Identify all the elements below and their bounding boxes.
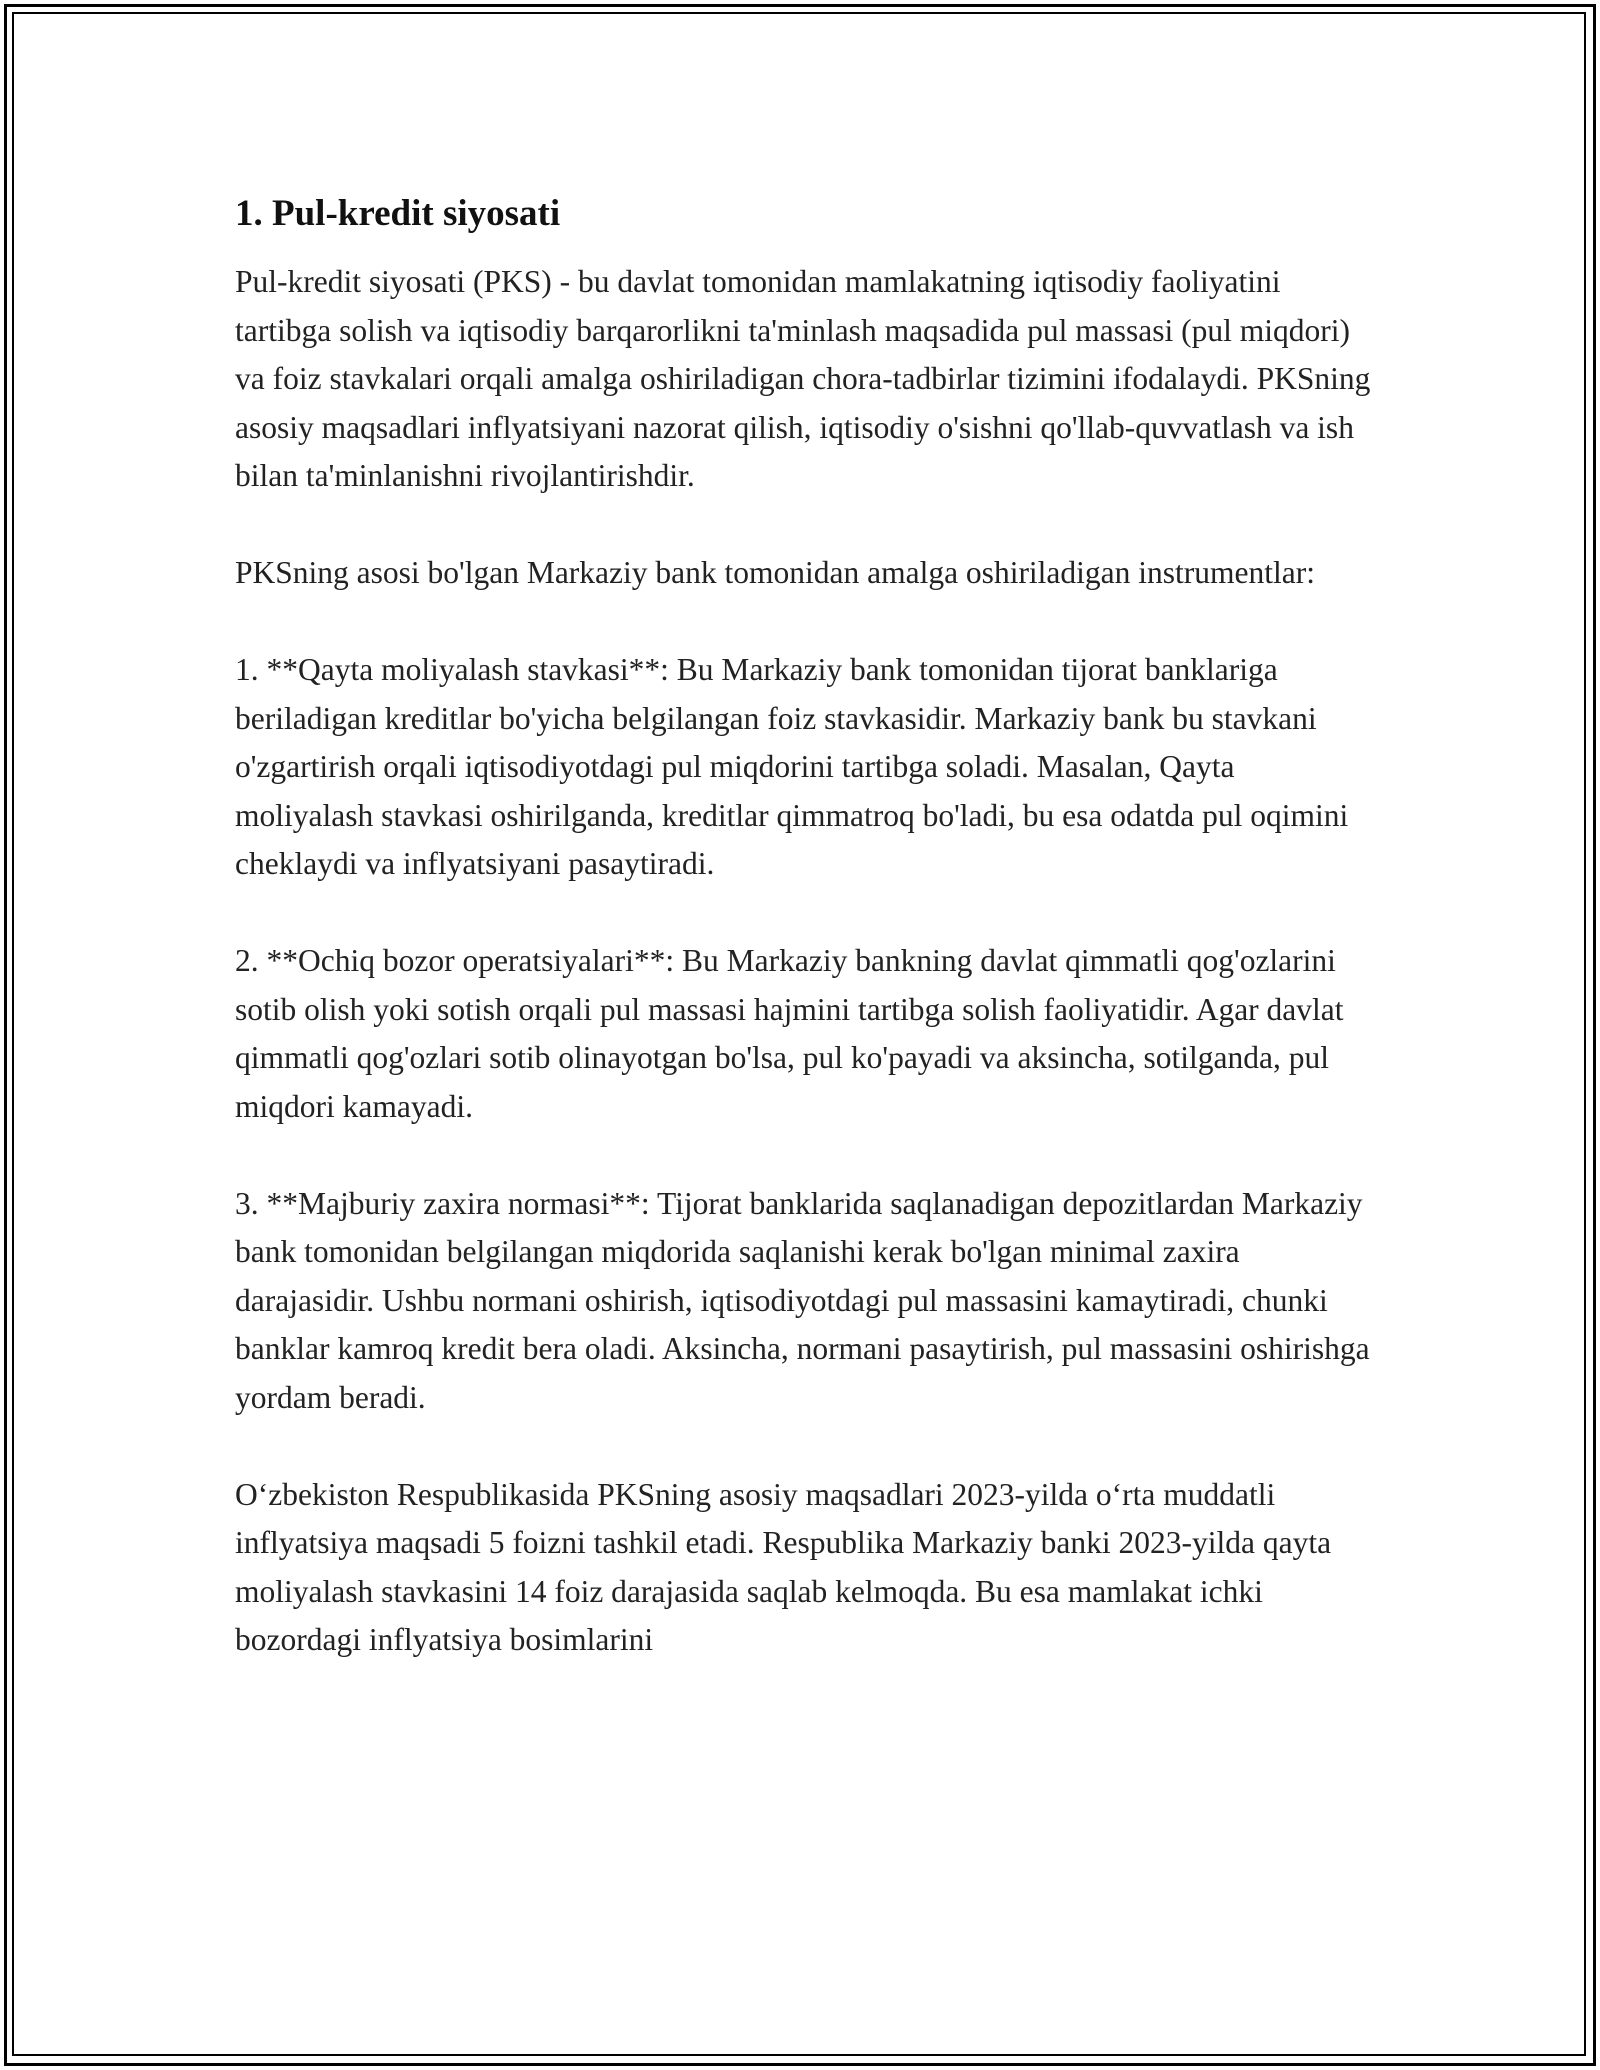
paragraph-instruments-intro: PKSning asosi bo'lgan Markaziy bank tomonidan amalga oshiriladigan instrumentlar:	[235, 555, 1315, 590]
section-heading: 1. Pul-kredit siyosati	[235, 193, 561, 234]
document-body	[235, 188, 1375, 1665]
paragraph-reserve-requirement: 3. **Majburiy zaxira normasi**: Tijorat banklarida saqlanadigan depozitlardan Markaziy bank tomonidan belgilangan miqdorida saqlanishi kerak bo'lgan minimal zaxira darajasidir. Ushbu normani oshirish, iqtisodiyotdagi pul massasini kamaytiradi, chunki banklar kamroq kredit bera oladi. Aksincha, normani pasaytirish, pul massasini oshirishga yordam beradi.	[235, 1185, 1370, 1415]
paragraph-definition: Pul-kredit siyosati (PKS) - bu davlat tomonidan mamlakatning iqtisodiy faoliyatini tartibga solish va iqtisodiy barqarorlikni ta'minlash maqsadida pul massasi (pul miqdori) va foiz stavkalari orqali amalga oshiriladigan chora-tadbirlar tizimini ifodalaydi. PKSning asosiy maqsadlari inflyatsiyani nazorat qilish, iqtisodiy o'sishni qo'llab-quvvatlash va ish bilan ta'minlanishni rivojlantirishdir.	[235, 264, 1371, 493]
paragraph-uzbekistan-policy: Oʻzbekiston Respublikasida PKSning asosiy maqsadlari 2023-yilda oʻrta muddatli inflyatsiya maqsadi 5 foizni tashkil etadi. Respublika Markaziy banki 2023-yilda qayta moliyalash stavkasini 14 foiz darajasida saqlab kelmoqda. Bu esa mamlakat ichki bozordagi inflyatsiya bosimlarini	[235, 1476, 1332, 1657]
paragraph-open-market-operations: 2. **Ochiq bozor operatsiyalari**: Bu Markaziy bankning davlat qimmatli qog'ozlarini sotib olish yoki sotish orqali pul massasi hajmini tartibga solish faoliyatidir. Agar davlat qimmatli qog'ozlari sotib olinayotgan bo'lsa, pul ko'payadi va aksincha, sotilganda, pul miqdori kamayadi.	[235, 943, 1344, 1124]
paragraph-refinancing-rate: 1. **Qayta moliyalash stavkasi**: Bu Markaziy bank tomonidan tijorat banklariga beriladigan kreditlar bo'yicha belgilangan foiz stavkasidir. Markaziy bank bu stavkani o'zgartirish orqali iqtisodiyotdagi pul miqdorini tartibga soladi. Masalan, Qayta moliyalash stavkasi oshirilganda, kreditlar qimmatroq bo'ladi, bu esa odatda pul oqimini cheklaydi va inflyatsiyani pasaytiradi.	[235, 652, 1349, 881]
